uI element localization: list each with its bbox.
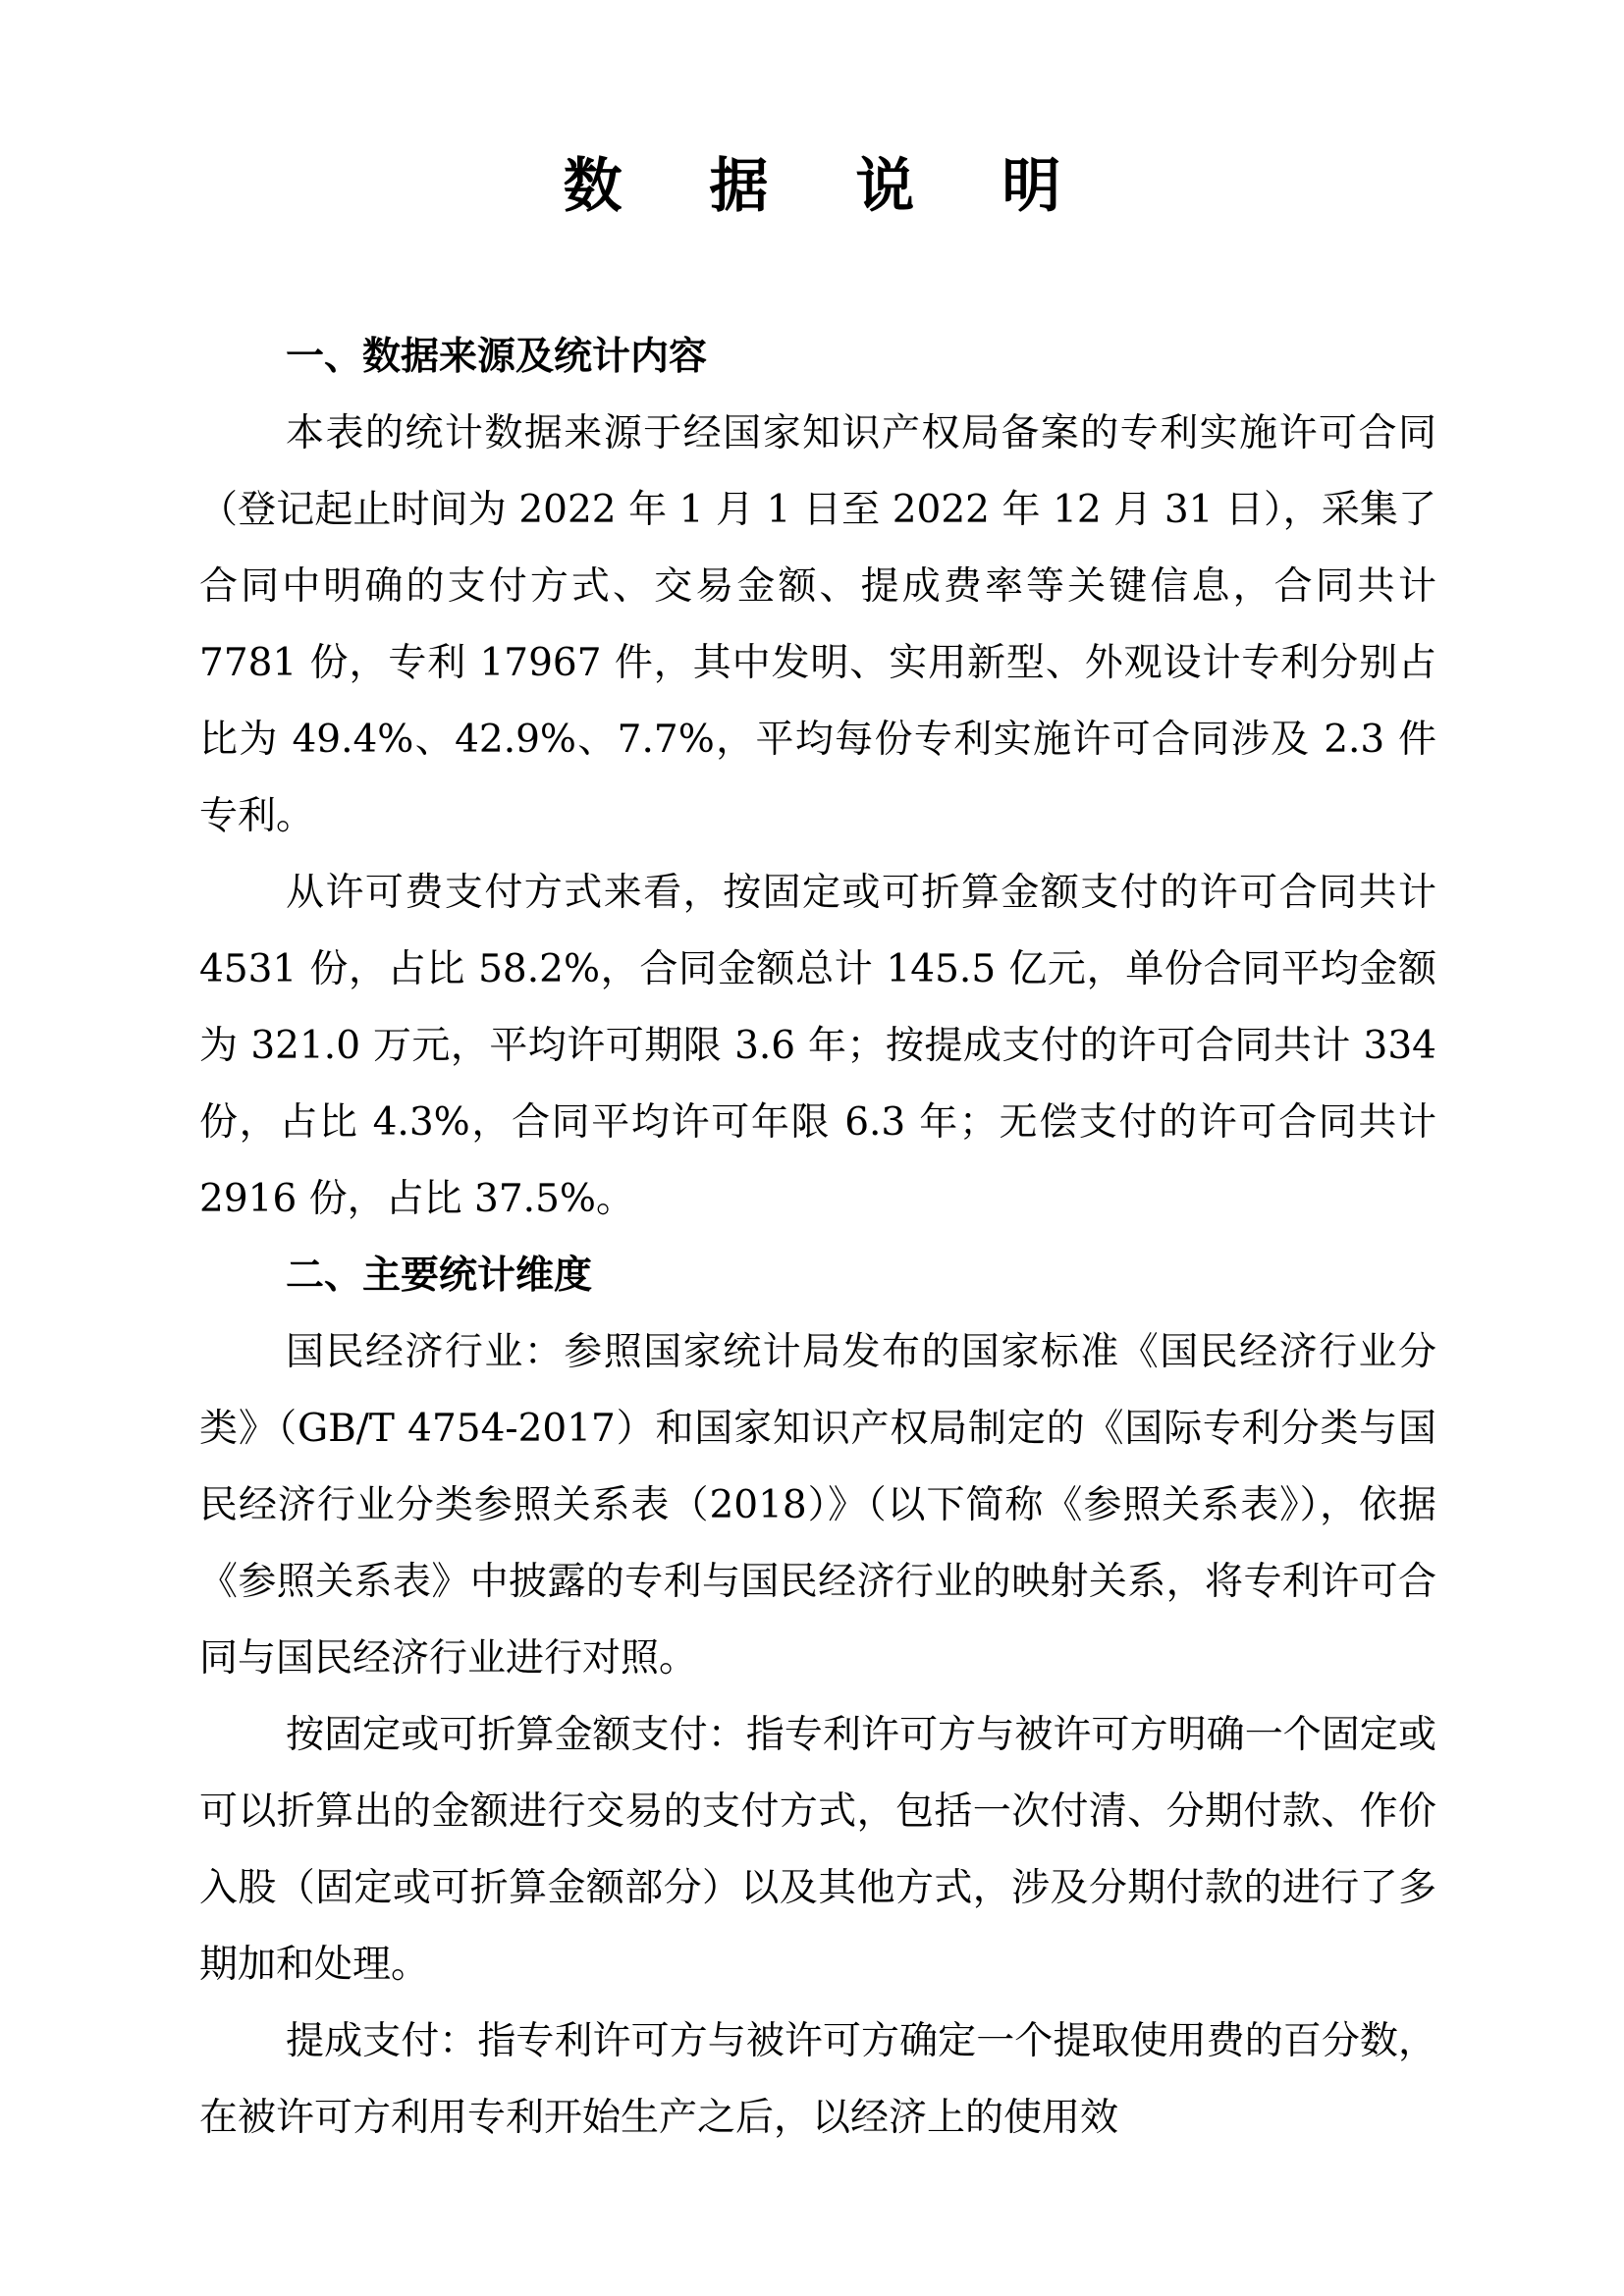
paragraph-payment-methods: 从许可费支付方式来看，按固定或可折算金额支付的许可合同共计 4531 份，占比 58.2%，合同金额总计 145.5 亿元，单份合同平均金额为 321.0 万元，平均许可期限 3.6 年；按提成支付的许可合同共计 334 份，占比 4.3%，合同平均许可年限 6.3 年；无偿支付的许可合同共计 2916 份，占比 37.5%。 bbox=[199, 871, 1436, 1221]
paragraph-royalty-payment: 提成支付：指专利许可方与被许可方确定一个提取使用费的百分数，在被许可方利用专利开始生产之后，以经济上的使用效 bbox=[199, 2019, 1436, 2140]
document-body bbox=[199, 319, 1436, 2157]
paragraph-data-source: 本表的统计数据来源于经国家知识产权局备案的专利实施许可合同（登记起止时间为 2022 年 1 月 1 日至 2022 年 12 月 31 日），采集了合同中明确的支付方式、交易金额、提成费率等关键信息，合同共计 7781 份，专利 17967 件，其中发明、实用新型、外观设计专利分别占比为 49.4%、42.9%、7.7%，平均每份专利实施许可合同涉及 2.3 件专利。 bbox=[199, 411, 1436, 838]
section-heading-dimensions: 二、主要统计维度 bbox=[286, 1254, 593, 1298]
document-title: 数 据 说 明 bbox=[563, 152, 1095, 221]
paragraph-industry: 国民经济行业：参照国家统计局发布的国家标准《国民经济行业分类》（GB/T 4754-2017）和国家知识产权局制定的《国际专利分类与国民经济行业分类参照关系表（2018）》（以下简称《参照关系表》），依据《参照关系表》中披露的专利与国民经济行业的映射关系，将专利许可合同与国民经济行业进行对照。 bbox=[199, 1330, 1436, 1681]
section-heading-data-source: 一、数据来源及统计内容 bbox=[286, 335, 708, 379]
paragraph-fixed-payment: 按固定或可折算金额支付：指专利许可方与被许可方明确一个固定或可以折算出的金额进行交易的支付方式，包括一次付清、分期付款、作价入股（固定或可折算金额部分）以及其他方式，涉及分期付款的进行了多期加和处理。 bbox=[199, 1713, 1436, 1987]
